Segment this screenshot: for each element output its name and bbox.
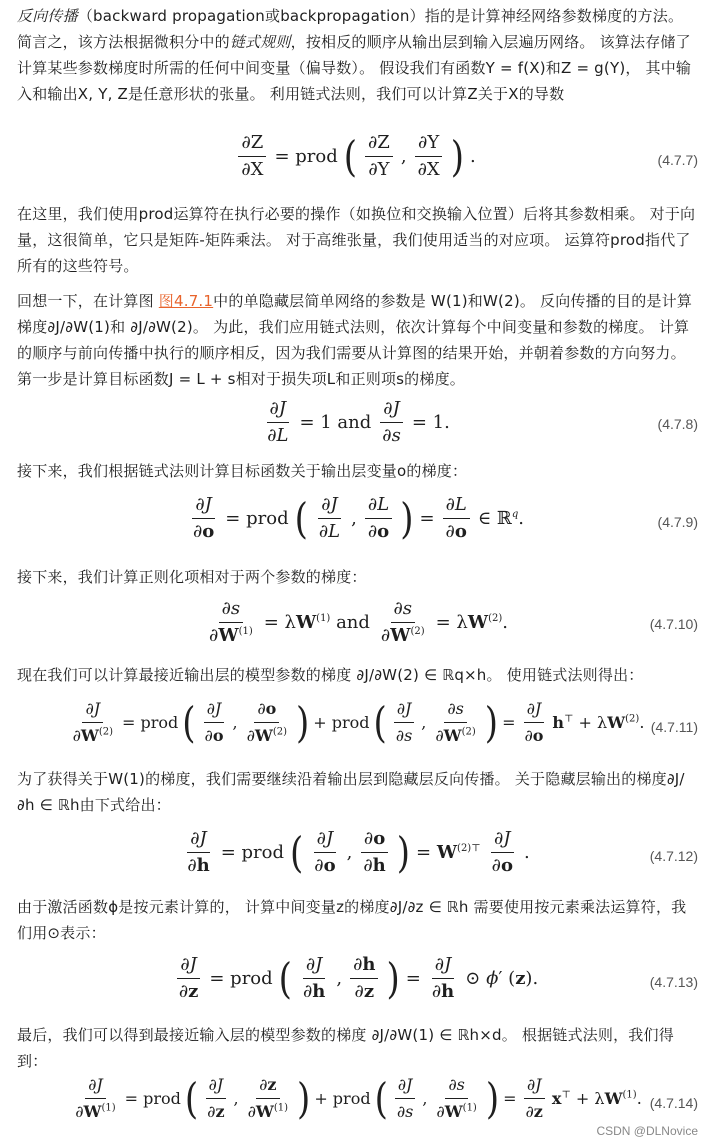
equation-4-7-12: $\frac{\partial J}{\partial h}$ = prod ( $\frac{\partial J}{\partial o}$ , $\frac{\partial o}{\partial h}$ ) = $W^{(2)⊤}$ $\frac{\partial J}{\partial o}$ . (4.7.12) bbox=[187, 827, 698, 878]
equation-4-7-9: $\frac{\partial J}{\partial o}$ = prod ( $\frac{\partial J}{\partial L}$ , $\frac{\partial L}{\partial o}$ ) = $\frac{\partial L}{\partial o}$ ∈ ℝ$^q$. (4.7.9) bbox=[192, 493, 698, 544]
paragraph-prod bbox=[17, 201, 697, 279]
equation-number: (4.7.11) bbox=[650, 719, 698, 735]
recall-text-b: 中的单隐藏层简单网络的参数是 W(1)和W(2)。 反向传播的目的是计算梯度∂J/∂W(1)和 ∂J/∂W(2)。 为此，我们应用链式法则，依次计算每个中间变量和参数的梯度。 计算的顺序与前向传播中执行的顺序相反，因为我们需要从计算图的结果开始，并朝着参数的方向努力。第一步是计算目标函数J = L + s相对于损失项L和正则项s的梯度。 bbox=[17, 292, 693, 388]
equation-4-7-11: $\frac{\partial J}{\partial W^{(2)}}$ = prod ( $\frac{\partial J}{\partial o}$ , $\frac{\partial o}{\partial W^{(2)}}$ ) + prod ( $\frac{\partial J}{\partial s}$ , $\frac{\partial s}{\partial W^{(2)}}$ ) = $\frac{\partial J}{\partial o}$ $h^⊤ + \lambda W^{(2)}$. (4.7.11) bbox=[72, 697, 698, 748]
recall-text-a: 回想一下，在计算图 bbox=[17, 292, 159, 310]
reg-grad-text: 接下来，我们计算正则化项相对于两个参数的梯度： bbox=[17, 568, 367, 586]
figure-link[interactable]: 图4.7.1 bbox=[158, 292, 214, 310]
equation-4-7-7: $\frac{\partial Z}{\partial X}$ = prod ( $\frac{\partial Z}{\partial Y}$ , $\frac{\partial Y}{\partial X}$ ) . (4.7.7) bbox=[0, 132, 712, 188]
watermark: CSDN @DLNovice bbox=[596, 1124, 698, 1138]
activation-text: 由于激活函数ϕ是按元素计算的， 计算中间变量z的梯度∂J/∂z ∈ ℝh 需要使用按元素乘法运算符，我们用⊙表示： bbox=[17, 898, 687, 942]
term-chain-rule: 链式规则 bbox=[229, 33, 291, 51]
paragraph-intro bbox=[17, 3, 697, 107]
equation-number: (4.7.14) bbox=[649, 1095, 698, 1111]
equation-number: (4.7.13) bbox=[649, 974, 698, 990]
paragraph-w2-grad bbox=[17, 662, 697, 688]
equation-4-7-14: $\frac{\partial J}{\partial W^{(1)}}$ = prod ( $\frac{\partial J}{\partial z}$ , $\frac{\partial z}{\partial W^{(1)}}$ ) + prod ( $\frac{\partial J}{\partial s}$ , $\frac{\partial s}{\partial W^{(1)}}$ ) = $\frac{\partial J}{\partial z}$ $x^⊤ + \lambda W^{(1)}$. (4.7.14) bbox=[75, 1073, 698, 1124]
equation-number: (4.7.10) bbox=[649, 616, 698, 632]
w1-grad-text: 最后，我们可以得到最接近输入层的模型参数的梯度 ∂J/∂W(1) ∈ ℝh×d。 根据链式法则，我们得到： bbox=[17, 1026, 674, 1070]
equation-number: (4.7.12) bbox=[649, 848, 698, 864]
paragraph-output-grad bbox=[17, 458, 697, 484]
equation-4-7-10: $\frac{\partial s}{\partial W^{(1)}}$ = $\lambda W^{(1)}$ and $\frac{\partial s}{\partial W^{(2)}}$ = $\lambda W^{(2)}$. (4.7.10) bbox=[209, 598, 698, 646]
intro-text-1: （backward propagation或backpropagation）指的是计算神经网络参数梯度的方法。简言之，该方法根据微积分中的 bbox=[17, 7, 684, 51]
w2-grad-text: 现在我们可以计算最接近输出层的模型参数的梯度 ∂J/∂W(2) ∈ ℝq×h。 使用链式法则得出： bbox=[17, 666, 644, 684]
prod-text: 在这里，我们使用prod运算符在执行必要的操作（如换位和交换输入位置）后将其参数相乘。 对于向量，这很简单，它只是矩阵-矩阵乘法。 对于高维张量，我们使用适当的对应项。 运算符prod指代了所有的这些符号。 bbox=[17, 205, 696, 275]
paragraph-w1-intro bbox=[17, 766, 697, 818]
w1-intro-text: 为了获得关于W(1)的梯度，我们需要继续沿着输出层到隐藏层反向传播。 关于隐藏层输出的梯度∂J/∂h ∈ ℝh由下式给出： bbox=[17, 770, 685, 814]
equation-4-7-13: $\frac{\partial J}{\partial z}$ = prod ( $\frac{\partial J}{\partial h}$ , $\frac{\partial h}{\partial z}$ ) = $\frac{\partial J}{\partial h}$ ⊙ ϕ′ (z). (4.7.13) bbox=[178, 953, 698, 1004]
equation-number: (4.7.7) bbox=[657, 152, 698, 168]
term-backprop: 反向传播 bbox=[17, 7, 78, 25]
paragraph-recall bbox=[17, 288, 697, 392]
equation-4-7-8: $\frac{\partial J}{\partial L}$ = 1 and $\frac{\partial J}{\partial s}$ = 1. (4.7.8) bbox=[267, 398, 698, 446]
paragraph-activation bbox=[17, 894, 697, 946]
paragraph-w1-grad bbox=[17, 1022, 697, 1074]
equation-number: (4.7.8) bbox=[657, 416, 698, 432]
equation-number: (4.7.9) bbox=[657, 514, 698, 530]
output-grad-text: 接下来，我们根据链式法则计算目标函数关于输出层变量o的梯度： bbox=[17, 462, 468, 480]
paragraph-reg-grad bbox=[17, 564, 697, 590]
intro-text-2: ，按相反的顺序从输出层到输入层遍历网络。 该算法存储了计算某些参数梯度时所需的任何中间变量（偏导数）。 假设我们有函数Y = f(X)和Z = g(Y)， 其中输入和输出X, Y, Z是任意形状的张量。 利用链式法则，我们可以计算Z关于X的导数 bbox=[17, 33, 692, 103]
